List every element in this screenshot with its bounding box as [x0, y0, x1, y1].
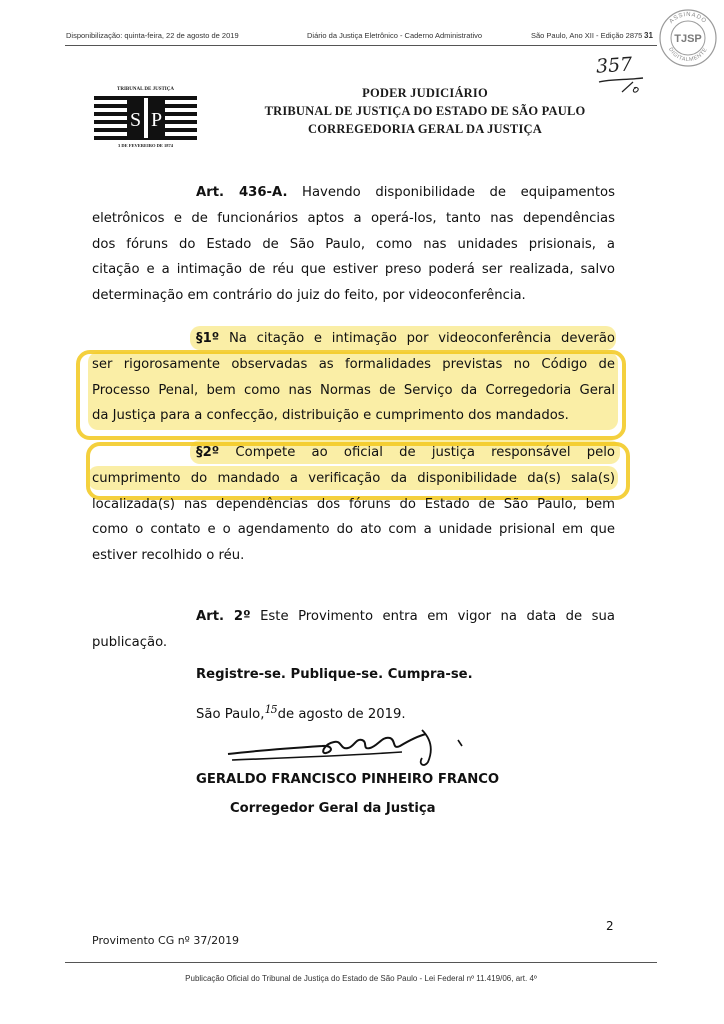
- article-2-label: Art. 2º: [196, 609, 251, 624]
- letterhead-line3: CORREGEDORIA GERAL DA JUSTIÇA: [308, 122, 542, 136]
- logo-letter-s: S: [129, 109, 142, 131]
- article-2-line1: Art. 2º Este Provimento entra em vigor na data de sua: [196, 609, 615, 624]
- register-publish: Registre-se. Publique-se. Cumpra-se.: [196, 667, 473, 682]
- article-436a-line2: eletrônicos e de funcionários aptos a operá-los, tanto nas dependências: [92, 210, 615, 226]
- inner-page-number: 2: [606, 919, 614, 933]
- article-436a: [92, 180, 615, 309]
- handwritten-signature-icon: [222, 720, 472, 770]
- paragraph-1-line3: Processo Penal, bem como nas Normas de Serviço da Corregedoria Geral: [92, 382, 615, 398]
- date-prefix: São Paulo,: [196, 707, 269, 722]
- signer-name: GERALDO FRANCISCO PINHEIRO FRANCO: [196, 772, 500, 787]
- bottom-divider: [65, 962, 657, 963]
- availability-date: Disponibilização: quinta-feira, 22 de agosto de 2019: [66, 31, 239, 40]
- article-436a-label: Art. 436-A.: [196, 185, 288, 200]
- paragraph-2-line1: §2º Compete ao oficial de justiça responsável pelo: [196, 445, 615, 460]
- article-2: [92, 604, 615, 656]
- paragraph-1-label: §1º: [196, 331, 220, 346]
- article-436a-line4: citação e a intimação de réu que estiver preso poderá ser realizada, salvo: [92, 262, 615, 278]
- article-436a-line1: Art. 436-A. Havendo disponibilidade de equipamentos: [196, 185, 615, 200]
- sp-flag-emblem-icon: [94, 96, 197, 140]
- letterhead-line1: PODER JUDICIÁRIO: [362, 86, 488, 100]
- date-suffix: de agosto de 2019.: [277, 707, 406, 722]
- signature: [222, 720, 472, 770]
- paragraph-1-line2: ser rigorosamente observadas as formalidades previstas no Código de: [92, 356, 615, 372]
- paragraph-2-line4: como o contato e o agendamento do ato com a unidade prisional em que: [92, 522, 615, 538]
- stamp-initials: TJSP: [674, 33, 702, 45]
- stamp-seal-icon: [658, 8, 718, 68]
- court-logo: [94, 87, 197, 151]
- logo-top-text: TRIBUNAL DE JUSTIÇA: [117, 87, 174, 92]
- paragraph-2-line5: estiver recolhido o réu.: [92, 548, 245, 564]
- journal-name: Diário da Justiça Eletrônico - Caderno Administrativo: [307, 31, 483, 40]
- signer-title: Corregedor Geral da Justiça: [230, 801, 436, 816]
- paragraph-2-line2: cumprimento do mandado a verificação da disponibilidade da(s) sala(s): [92, 470, 615, 486]
- paragraph-1-line1: §1º Na citação e intimação por videoconferência deverão: [196, 331, 615, 346]
- date-handwritten-day: 15: [264, 703, 277, 716]
- handwritten-number: 357: [595, 53, 634, 78]
- stamp-ring-top: ASSINADO: [668, 11, 708, 25]
- paragraph-1: [92, 326, 615, 429]
- page-number: 31: [644, 31, 653, 40]
- paragraph-2-line3: localizada(s) nas dependências dos fóruns do Estado de São Paulo, bem: [92, 496, 615, 512]
- digital-signature-stamp: [658, 8, 718, 68]
- letterhead: [200, 84, 650, 138]
- edition-info: São Paulo, Ano XII - Edição 2875: [531, 31, 643, 40]
- paragraph-1-line4: da Justiça para a confecção, distribuição e cumprimento dos mandados.: [92, 408, 569, 424]
- article-436a-line3: dos fóruns do Estado de São Paulo, como nas unidades prisionais, a: [92, 236, 615, 252]
- article-436a-line5: determinação em contrário do juiz do feito, por videoconferência.: [92, 288, 526, 304]
- publication-notice: Publicação Oficial do Tribunal de Justiça do Estado de São Paulo - Lei Federal nº 11.419/06, art. 4º: [185, 974, 537, 983]
- logo-bottom-text: 3 DE FEVEREIRO DE 1874: [117, 143, 173, 148]
- top-divider: [65, 45, 657, 46]
- letterhead-line2: TRIBUNAL DE JUSTIÇA DO ESTADO DE SÃO PAULO: [264, 104, 586, 118]
- logo-letter-p: P: [150, 109, 163, 131]
- article-2-line2: publicação.: [92, 634, 168, 650]
- stamp-ring-bottom: DIGITALMENTE: [667, 46, 709, 64]
- paragraph-2: [92, 440, 615, 569]
- paragraph-2-label: §2º: [196, 445, 220, 460]
- provimento-id: Provimento CG nº 37/2019: [92, 934, 240, 947]
